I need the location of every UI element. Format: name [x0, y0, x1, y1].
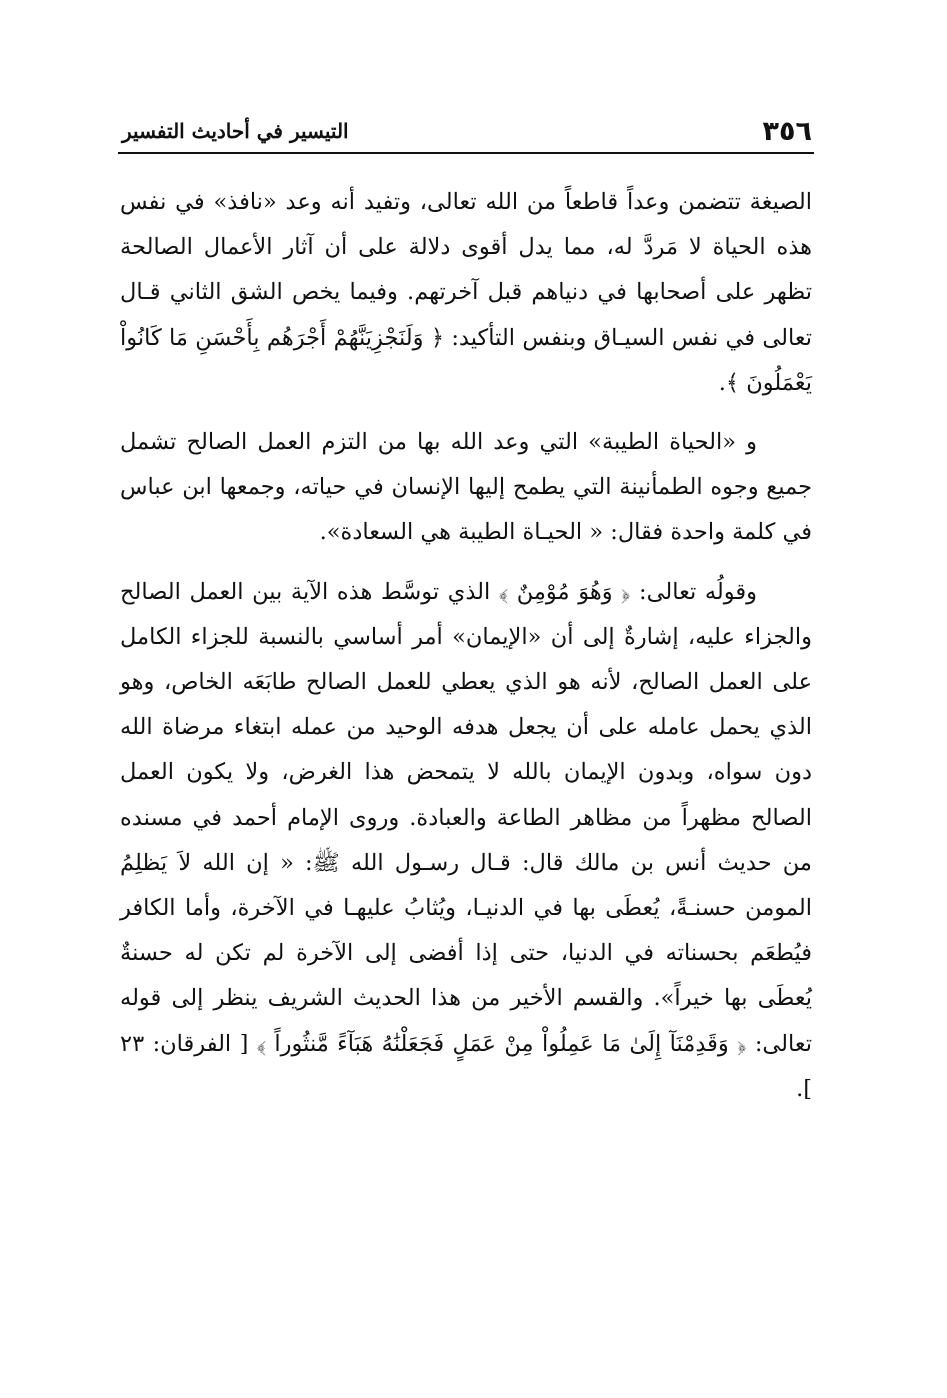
paragraph-1: الصيغة تتضمن وعداً قاطعاً من الله تعالى، وتفيد أنه وعد «نافذ» في نفس هذه الحياة لا مَردَّ له، مما يدل أقوى دلالة على أن آثار الأعمال الصالحة تظهر على أصحابها في دنياهم قبل آخرتهم. وفيما يخص الشق الثاني قـال تعالى في نفس السيـاق وبنفس التأكيد: ﴿ وَلَنَجْزِيَنَّهُمْ أَجْرَهُم بِأَحْسَنِ مَا كَانُواْ يَعْمَلُونَ ﴾.	[120, 189, 812, 396]
body-text	[120, 180, 812, 1112]
paragraph-2: و «الحياة الطيبة» التي وعد الله بها من التزم العمل الصالح تشمل جميع وجوه الطمأنينة التي يطمح إليها الإنسان في حياته، وجمعها ابن عباس في كلمة واحدة فقال: « الحيـاة الطيبة هي السعادة».	[120, 429, 812, 546]
page-number: ٣٥٦	[762, 116, 812, 147]
running-title: التيسير في أحاديث التفسير	[122, 119, 349, 143]
page-header	[118, 112, 814, 154]
paragraph-3: وقولُه تعالى: ﴿ وَهُوَ مُوْمِنٌ ﴾ الذي توسَّط هذه الآية بين العمل الصالح والجزاء عليه، إشارةٌ إلى أن «الإيمان» أمر أساسي بالنسبة للجزاء الكامل على العمل الصالح، لأنه هو الذي يعطي للعمل الصالح طابَعَه الخاص، وهو الذي يحمل عامله على أن يجعل هدفه الوحيد من عمله ابتغاء مرضاة الله دون سواه، وبدون الإيمان بالله لا يتمحض هذا الغرض، ولا يكون العمل الصالح مظهراً من مظاهر الطاعة والعبادة. وروى الإمام أحمد في مسنده من حديث أنس بن مالك قال: قـال رسـول الله ﷺ: « إن الله لاَ يَظلِمُ المومن حسنـةً، يُعطَى بها في الدنيـا، ويُثابُ عليهـا في الآخرة، وأما الكافر فيُطعَم بحسناته في الدنيا، حتى إذا أفضى إلى الآخرة لم تكن له حسنةٌ يُعطَى بها خيراً». والقسم الأخير من هذا الحديث الشريف ينظر إلى قوله تعالى: ﴿ وَقَدِمْنَآ إِلَىٰ مَا عَمِلُواْ مِنْ عَمَلٍ فَجَعَلْنَٰهُ هَبَآءً مَّنثُوراً ﴾ [ الفرقان: ٢٣ ].	[120, 578, 813, 1102]
